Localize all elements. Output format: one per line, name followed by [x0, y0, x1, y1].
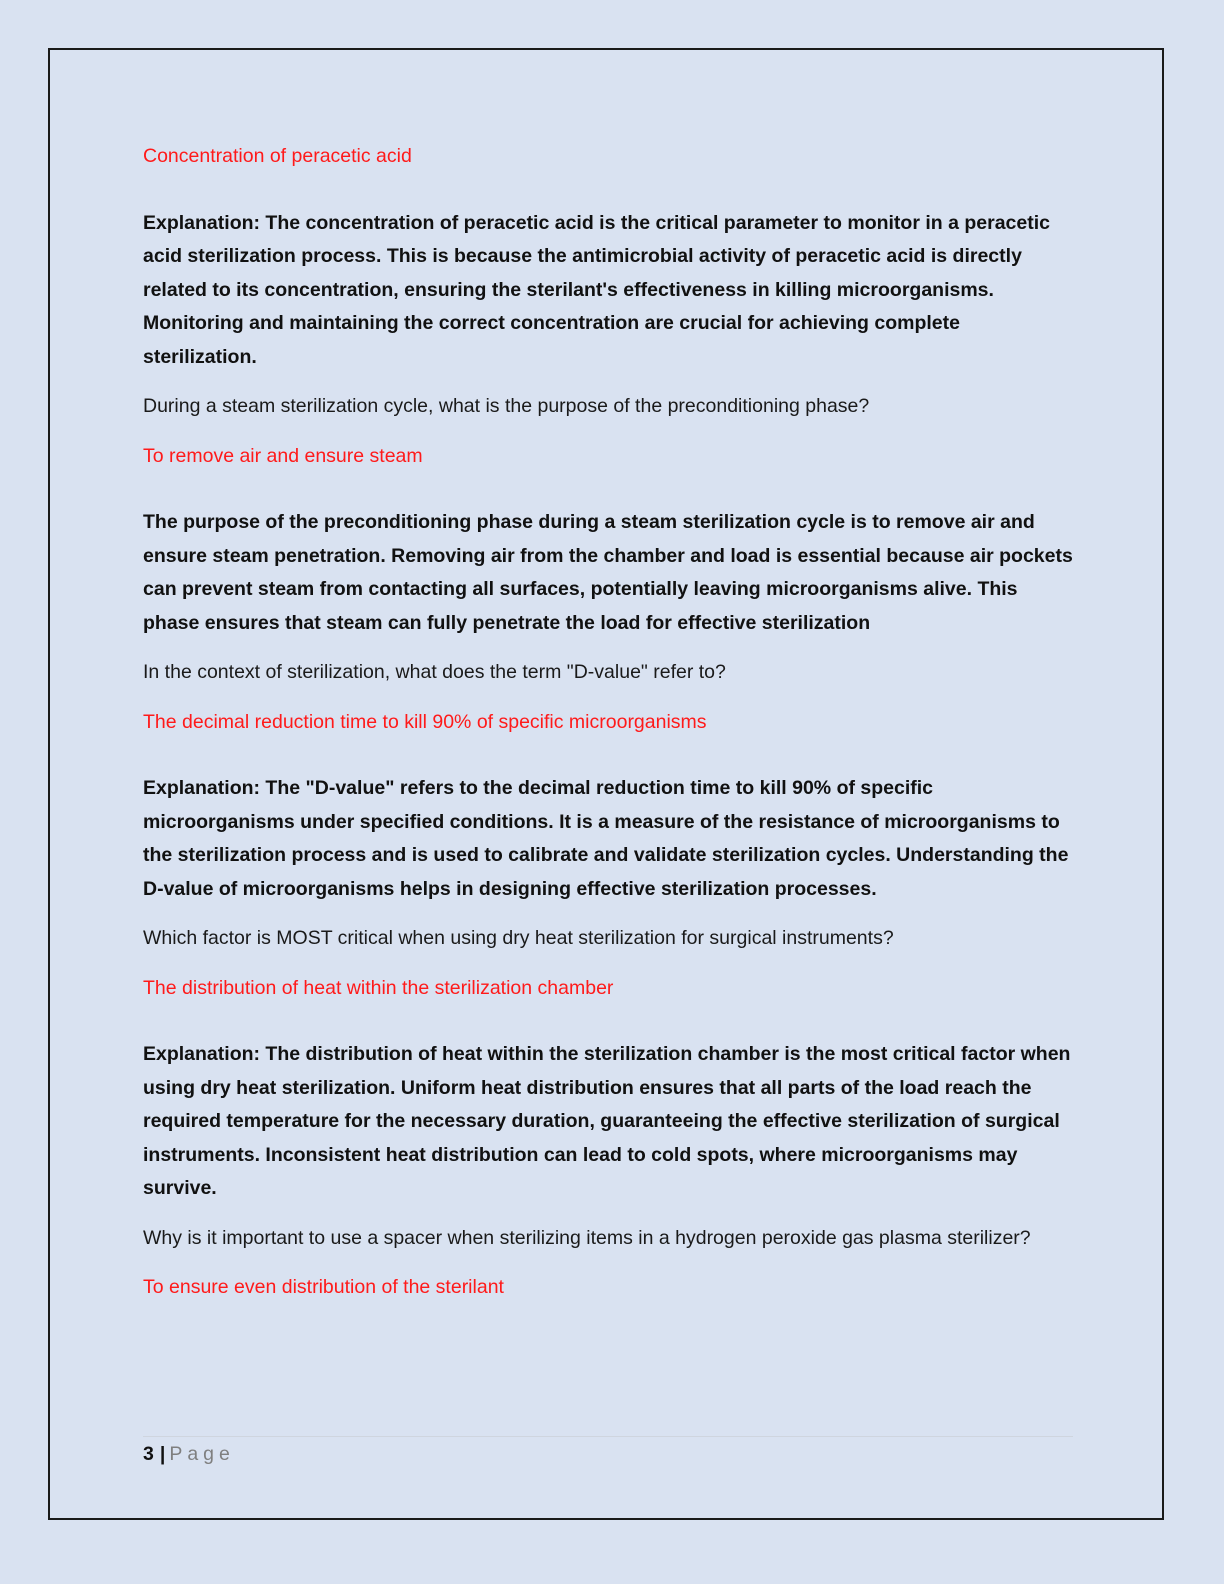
question-text: Which factor is MOST critical when using dry heat sterilization for surgical instruments?	[143, 927, 894, 949]
answer-text: Concentration of peracetic acid	[143, 145, 412, 167]
answer-text: To remove air and ensure steam	[143, 444, 423, 467]
question-text: Why is it important to use a spacer when sterilizing items in a hydrogen peroxide gas plasma sterilizer?	[143, 1226, 1031, 1249]
document-body	[143, 140, 1078, 1338]
answer-text: To ensure even distribution of the sterilant	[143, 1276, 504, 1298]
footer-divider	[143, 1436, 1073, 1437]
footer-separator: |	[159, 1443, 166, 1465]
page-label: Page	[169, 1443, 235, 1465]
explanation-text: Explanation: The concentration of peracetic acid is the critical parameter to monitor in a peracetic acid sterilization process. This is because the antimicrobial activity of peracetic acid is directly related to its concentration, ensuring the sterilant's effectiveness in killing microorganisms. Monitoring and maintaining the correct concentration are crucial for achieving complete sterilization.	[143, 211, 1050, 368]
answer-text: The distribution of heat within the sterilization chamber	[143, 976, 614, 999]
explanation-text: Explanation: The distribution of heat within the sterilization chamber is the most critical factor when using dry heat sterilization. Uniform heat distribution ensures that all parts of the load reach the required temperature for the necessary duration, guaranteeing the effective sterilization of surgical instruments. Inconsistent heat distribution can lead to cold spots, where microorganisms may survive.	[143, 1043, 1071, 1199]
explanation-text: Explanation: The "D-value" refers to the decimal reduction time to kill 90% of specific microorganisms under specified conditions. It is a measure of the resistance of microorganisms to the sterilization process and is used to calibrate and validate sterilization cycles. Understanding the D-value of microorganisms helps in designing effective sterilization processes.	[143, 777, 1069, 900]
page-number: 3	[143, 1443, 154, 1465]
question-text: In the context of sterilization, what does the term "D-value" refer to?	[143, 661, 726, 683]
page-footer	[143, 1440, 235, 1468]
question-text: During a steam sterilization cycle, what is the purpose of the preconditioning phase?	[143, 395, 870, 417]
explanation-text: The purpose of the preconditioning phase during a steam sterilization cycle is to remove air and ensure steam penetration. Removing air from the chamber and load is essential because air pockets can prevent steam from contacting all surfaces, potentially leaving microorganisms alive. This phase ensures that steam can fully penetrate the load for effective sterilization	[143, 511, 1073, 634]
answer-text: The decimal reduction time to kill 90% of specific microorganisms	[143, 710, 707, 733]
